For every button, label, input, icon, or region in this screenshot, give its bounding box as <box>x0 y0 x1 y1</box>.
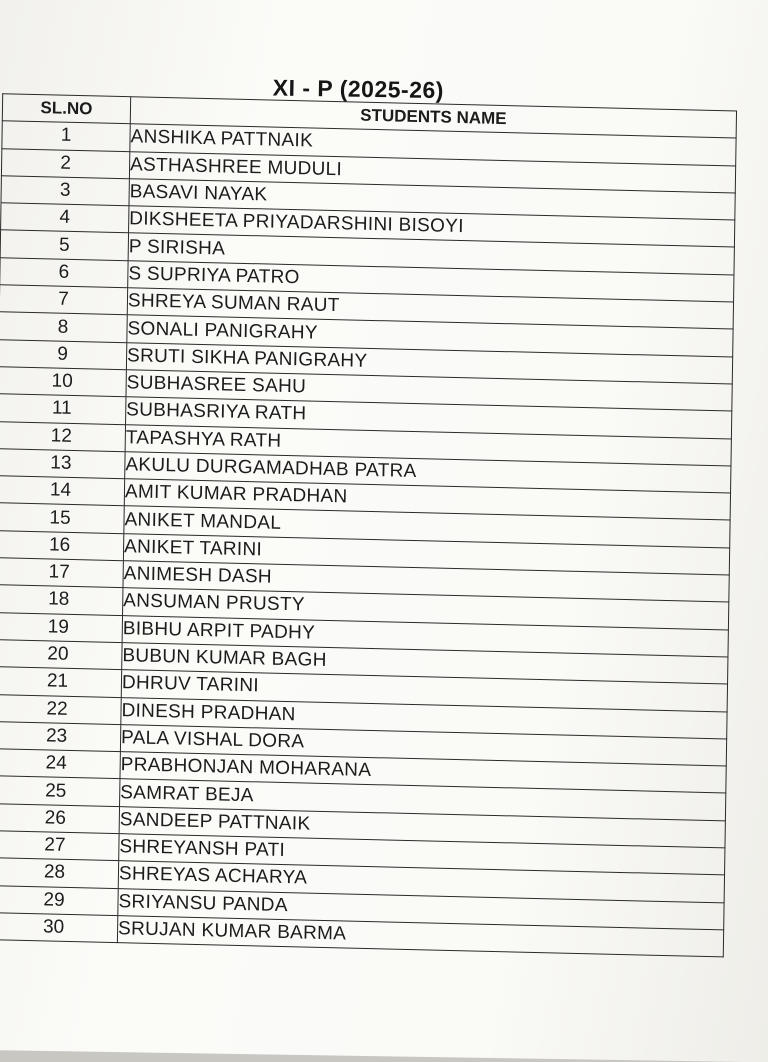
student-name-cell: DINESH PRADHAN <box>121 697 727 739</box>
student-name-cell: SANDEEP PATTNAIK <box>119 806 725 848</box>
serial-number-cell: 26 <box>0 803 120 833</box>
student-name-cell: BIBHU ARPIT PADHY <box>122 615 728 657</box>
student-list-table <box>0 93 737 957</box>
serial-number-cell: 29 <box>0 885 118 915</box>
serial-number-cell: 16 <box>0 530 124 560</box>
serial-number-cell: 30 <box>0 913 118 943</box>
serial-number-cell: 2 <box>1 148 129 178</box>
student-name-cell: TAPASHYA RATH <box>125 424 731 466</box>
student-name-cell: SAMRAT BEJA <box>120 779 726 821</box>
student-name-cell: ASTHASHREE MUDULI <box>129 151 735 193</box>
serial-number-cell: 9 <box>0 339 127 369</box>
student-name-cell: ANSHIKA PATTNAIK <box>130 124 736 166</box>
serial-number-cell: 22 <box>0 694 121 724</box>
student-name-cell: BASAVI NAYAK <box>129 179 735 221</box>
serial-number-cell: 7 <box>0 285 128 315</box>
serial-number-cell: 21 <box>0 667 122 697</box>
serial-number-cell: 23 <box>0 721 121 751</box>
serial-number-cell: 27 <box>0 831 119 861</box>
serial-number-cell: 25 <box>0 776 120 806</box>
serial-number-cell: 19 <box>0 612 123 642</box>
header-sl-no: SL.NO <box>2 94 130 124</box>
serial-number-cell: 1 <box>2 121 130 151</box>
class-title: XI - P (2025-26) <box>272 74 445 104</box>
student-name-cell: SHREYAS ACHARYA <box>118 861 724 903</box>
student-name-cell: BUBUN KUMAR BAGH <box>122 643 728 685</box>
serial-number-cell: 3 <box>1 176 129 206</box>
serial-number-cell: 18 <box>0 585 123 615</box>
student-name-cell: S SUPRIYA PATRO <box>128 260 734 302</box>
student-name-cell: ANIKET TARINI <box>123 533 729 575</box>
student-name-cell: SHREYA SUMAN RAUT <box>127 288 733 330</box>
student-name-cell: ANIMESH DASH <box>123 561 729 603</box>
serial-number-cell: 13 <box>0 449 125 479</box>
student-name-cell: SHREYANSH PATI <box>119 834 725 876</box>
student-name-cell: SRUJAN KUMAR BARMA <box>117 916 723 958</box>
serial-number-cell: 5 <box>0 230 128 260</box>
serial-number-cell: 8 <box>0 312 127 342</box>
serial-number-cell: 12 <box>0 421 126 451</box>
student-name-cell: DHRUV TARINI <box>121 670 727 712</box>
student-name-cell: AMIT KUMAR PRADHAN <box>124 479 730 521</box>
student-name-cell: PRABHONJAN MOHARANA <box>120 752 726 794</box>
student-name-cell: AKULU DURGAMADHAB PATRA <box>125 452 731 494</box>
serial-number-cell: 6 <box>0 257 128 287</box>
student-name-cell: PALA VISHAL DORA <box>120 724 726 766</box>
student-name-cell: SRUTI SIKHA PANIGRAHY <box>126 342 732 384</box>
serial-number-cell: 24 <box>0 749 120 779</box>
serial-number-cell: 28 <box>0 858 119 888</box>
serial-number-cell: 4 <box>1 203 129 233</box>
serial-number-cell: 14 <box>0 476 125 506</box>
table-body <box>0 121 736 957</box>
student-name-cell: SUBHASRIYA RATH <box>126 397 732 439</box>
student-name-cell: SUBHASREE SAHU <box>126 370 732 412</box>
student-name-cell: DIKSHEETA PRIYADARSHINI BISOYI <box>129 206 735 248</box>
student-name-cell: ANSUMAN PRUSTY <box>123 588 729 630</box>
student-name-cell: P SIRISHA <box>128 233 734 275</box>
serial-number-cell: 17 <box>0 558 123 588</box>
serial-number-cell: 11 <box>0 394 126 424</box>
header-students-name: STUDENTS NAME <box>130 97 736 139</box>
serial-number-cell: 20 <box>0 640 122 670</box>
serial-number-cell: 15 <box>0 503 124 533</box>
serial-number-cell: 10 <box>0 367 126 397</box>
student-name-cell: ANIKET MANDAL <box>124 506 730 548</box>
student-name-cell: SRIYANSU PANDA <box>118 888 724 930</box>
student-name-cell: SONALI PANIGRAHY <box>127 315 733 357</box>
